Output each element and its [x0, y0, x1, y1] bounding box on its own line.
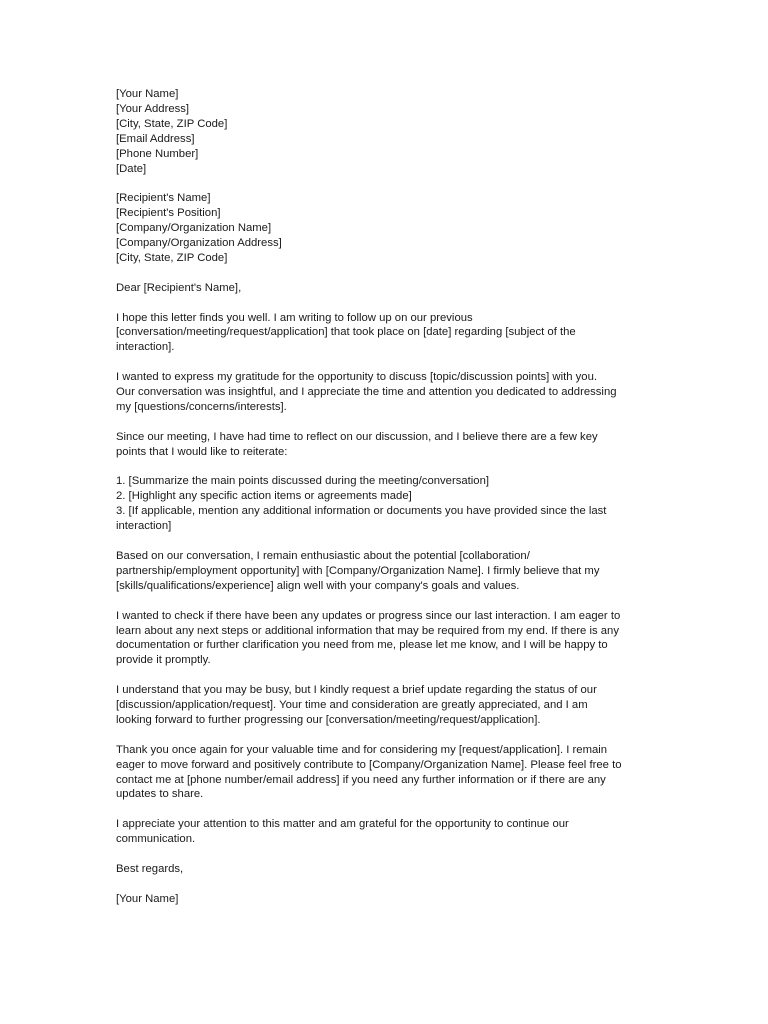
- sender-name: [Your Name]: [116, 88, 179, 100]
- paragraph-line: looking forward to further progressing our [conversation/meeting/request/application].: [116, 713, 541, 726]
- paragraph-line: provide it promptly.: [116, 654, 211, 667]
- signature-name: [Your Name]: [116, 892, 179, 905]
- recipient-position: [Recipient's Position]: [116, 207, 221, 220]
- paragraph-appreciation: [116, 817, 676, 847]
- sender-email: [Email Address]: [116, 132, 195, 145]
- paragraph-line: I wanted to check if there have been any updates or progress since our last interaction. I am eager to: [116, 609, 621, 622]
- paragraph-line: learn about any next steps or additional information that may be required from my end. If there is any: [116, 624, 619, 637]
- sender-city-state-zip: [City, State, ZIP Code]: [116, 117, 228, 130]
- paragraph-line: communication.: [116, 833, 196, 846]
- sender-address: [Your Address]: [116, 102, 190, 115]
- paragraph-gratitude: [116, 370, 676, 415]
- paragraph-line: Since our meeting, I have had time to reflect on our discussion, and I believe there are a few key: [116, 430, 598, 443]
- paragraph-line: [discussion/application/request]. Your time and consideration are greatly appreciated, and I am: [116, 699, 588, 712]
- recipient-block: [116, 191, 676, 266]
- list-item: 1. [Summarize the main points discussed during the meeting/conversation]: [116, 475, 489, 488]
- letter-body: [116, 87, 676, 922]
- list-item: 2. [Highlight any specific action items or agreements made]: [116, 490, 412, 503]
- key-points-list: [116, 474, 676, 534]
- paragraph-line: I hope this letter finds you well. I am writing to follow up on our previous: [116, 311, 473, 324]
- paragraph-line: interaction].: [116, 341, 175, 354]
- paragraph-line: updates to share.: [116, 788, 204, 801]
- paragraph-line: [skills/qualifications/experience] align well with your company's goals and values.: [116, 579, 520, 592]
- paragraph-line: Thank you once again for your valuable time and for considering my [request/application]. I remain: [116, 743, 608, 756]
- signature: [116, 892, 676, 907]
- paragraph-updates: [116, 609, 676, 669]
- list-item: 3. [If applicable, mention any additional information or documents you have provided since the last: [116, 505, 607, 518]
- paragraph-line: Our conversation was insightful, and I appreciate the time and attention you dedicated to addressing: [116, 386, 617, 399]
- paragraph-line: documentation or further clarification you need from me, please let me know, and I will be happy to: [116, 639, 608, 652]
- paragraph-thanks: [116, 743, 676, 803]
- paragraph-line: Based on our conversation, I remain enthusiastic about the potential [collaboration/: [116, 549, 530, 562]
- closing: [116, 862, 676, 877]
- paragraph-enthusiasm: [116, 549, 676, 594]
- list-item: interaction]: [116, 520, 172, 533]
- closing-text: Best regards,: [116, 862, 184, 875]
- recipient-city-state-zip: [City, State, ZIP Code]: [116, 251, 228, 264]
- paragraph-line: I wanted to express my gratitude for the opportunity to discuss [topic/discussion points] with you.: [116, 371, 597, 384]
- paragraph-line: contact me at [phone number/email address] if you need any further information or if there are any: [116, 773, 606, 786]
- recipient-name: [Recipient's Name]: [116, 192, 211, 205]
- recipient-company-address: [Company/Organization Address]: [116, 237, 282, 250]
- salutation: [116, 281, 676, 296]
- paragraph-line: [conversation/meeting/request/application] that took place on [date] regarding [subject of the: [116, 326, 576, 339]
- sender-phone: [Phone Number]: [116, 147, 199, 160]
- paragraph-opening: [116, 311, 676, 356]
- paragraph-line: I understand that you may be busy, but I kindly request a brief update regarding the status of our: [116, 684, 597, 697]
- paragraph-line: eager to move forward and positively contribute to [Company/Organization Name]. Please feel free to: [116, 758, 622, 771]
- letter-date: [Date]: [116, 162, 147, 175]
- sender-block: [116, 87, 676, 176]
- paragraph-line: partnership/employment opportunity] with [Company/Organization Name]. I firmly believe that my: [116, 564, 600, 577]
- salutation-text: Dear [Recipient's Name],: [116, 281, 242, 294]
- paragraph-line: I appreciate your attention to this matter and am grateful for the opportunity to continue our: [116, 818, 569, 831]
- paragraph-line: my [questions/concerns/interests].: [116, 400, 287, 413]
- paragraph-status-request: [116, 683, 676, 728]
- paragraph-reflection: [116, 430, 676, 460]
- paragraph-line: points that I would like to reiterate:: [116, 445, 288, 458]
- recipient-company: [Company/Organization Name]: [116, 222, 272, 235]
